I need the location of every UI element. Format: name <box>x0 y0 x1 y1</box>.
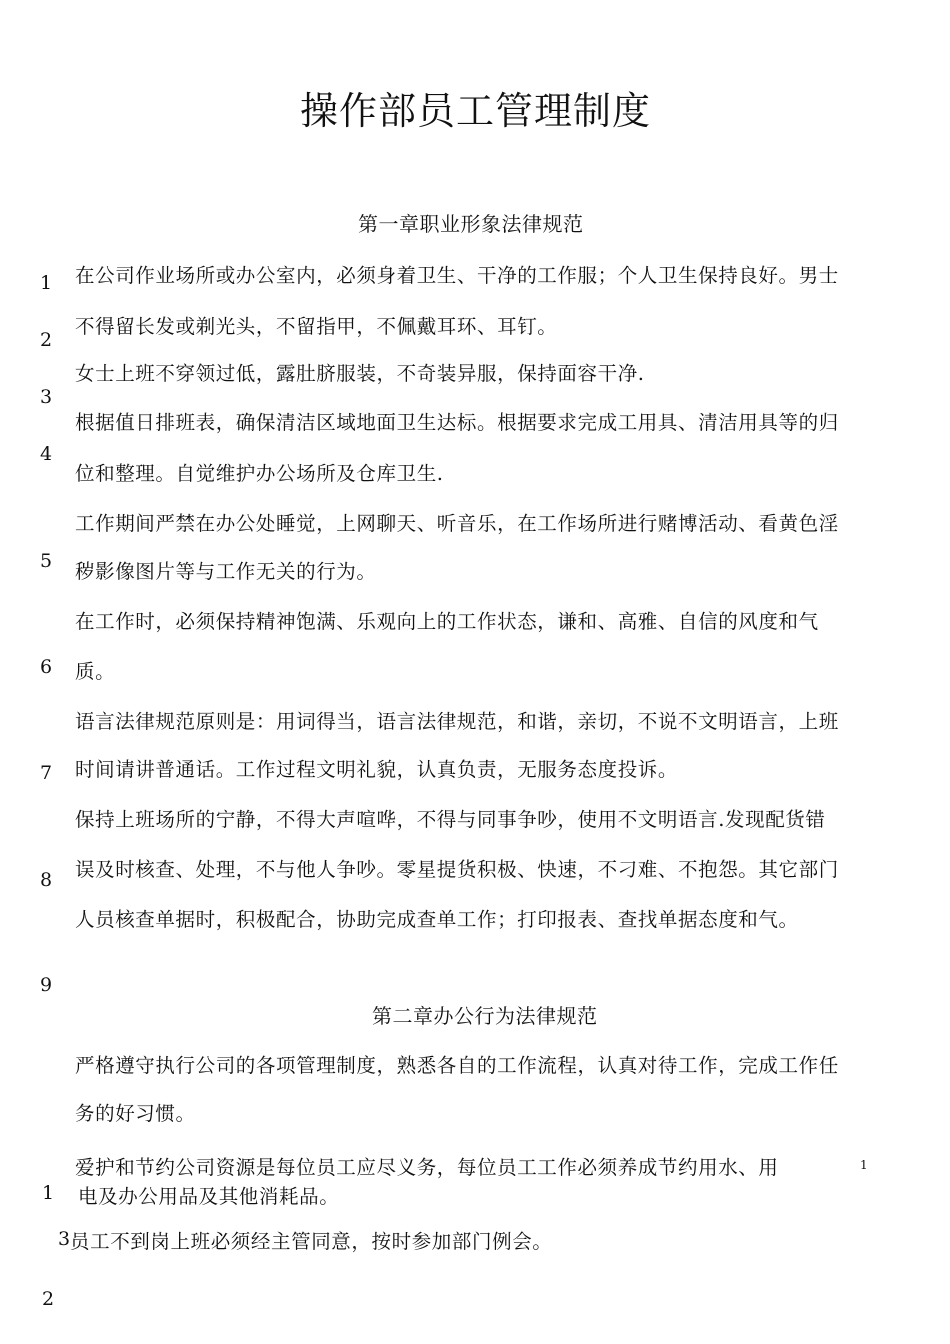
body-line: 工作期间严禁在办公处睡觉，上网聊天、听音乐，在工作场所进行赌博活动、看黄色淫 <box>75 512 839 535</box>
body-line: 保持上班场所的宁静，不得大声喧哗，不得与同事争吵，使用不文明语言.发现配货错 <box>75 808 826 831</box>
chapter-1-heading: 第一章职业形象法律规范 <box>358 212 584 236</box>
body-line: 人员核查单据时，积极配合，协助完成查单工作；打印报表、查找单据态度和气。 <box>75 908 799 931</box>
body-line: 位和整理。自觉维护办公场所及仓库卫生. <box>75 462 444 485</box>
body-line: 秽影像图片等与工作无关的行为。 <box>75 560 377 583</box>
margin-number: 3 <box>58 1228 71 1250</box>
body-line: 在公司作业场所或办公室内，必须身着卫生、干净的工作服；个人卫生保持良好。男士 <box>75 264 839 287</box>
body-line: 质。 <box>75 660 116 683</box>
body-line: 务的好习惯。 <box>75 1102 196 1125</box>
page-title: 操作部员工管理制度 <box>300 89 652 133</box>
body-line: 电及办公用品及其他消耗品。 <box>78 1185 340 1208</box>
body-line: 严格遵守执行公司的各项管理制度，熟悉各自的工作流程，认真对待工作，完成工作任 <box>75 1054 839 1077</box>
margin-number: 9 <box>40 974 53 996</box>
margin-number: 8 <box>40 869 53 891</box>
superscript-mark: 1 <box>860 1158 868 1172</box>
margin-number: 5 <box>40 550 53 572</box>
chapter-2-heading: 第二章办公行为法律规范 <box>372 1004 598 1028</box>
margin-number: 1 <box>40 272 53 294</box>
margin-number: 4 <box>40 443 53 465</box>
body-line: 女士上班不穿领过低，露肚脐服装，不奇装异服，保持面容干净. <box>75 362 645 385</box>
body-line: 时间请讲普通话。工作过程文明礼貌，认真负责，无服务态度投诉。 <box>75 758 679 781</box>
margin-number: 6 <box>40 656 53 678</box>
body-line: 误及时核查、处理，不与他人争吵。零星提货积极、快速，不刁难、不抱怨。其它部门 <box>75 858 839 881</box>
body-line: 员工不到岗上班必须经主管同意，按时参加部门例会。 <box>70 1230 553 1253</box>
margin-number: 7 <box>40 762 53 784</box>
body-line: 语言法律规范原则是：用词得当，语言法律规范，和谐，亲切，不说不文明语言，上班 <box>75 710 839 733</box>
body-line: 在工作时，必须保持精神饱满、乐观向上的工作状态，谦和、高雅、自信的风度和气 <box>75 610 819 633</box>
body-line: 爱护和节约公司资源是每位员工应尽义务，每位员工工作必须养成节约用水、用 <box>75 1156 779 1179</box>
margin-number: 3 <box>40 386 53 408</box>
body-line: 根据值日排班表，确保清洁区域地面卫生达标。根据要求完成工用具、清洁用具等的归 <box>75 411 839 434</box>
margin-number: 2 <box>42 1288 55 1310</box>
margin-number: 1 <box>42 1182 55 1204</box>
body-line: 不得留长发或剃光头，不留指甲，不佩戴耳环、耳钉。 <box>75 315 558 338</box>
margin-number: 2 <box>40 329 53 351</box>
